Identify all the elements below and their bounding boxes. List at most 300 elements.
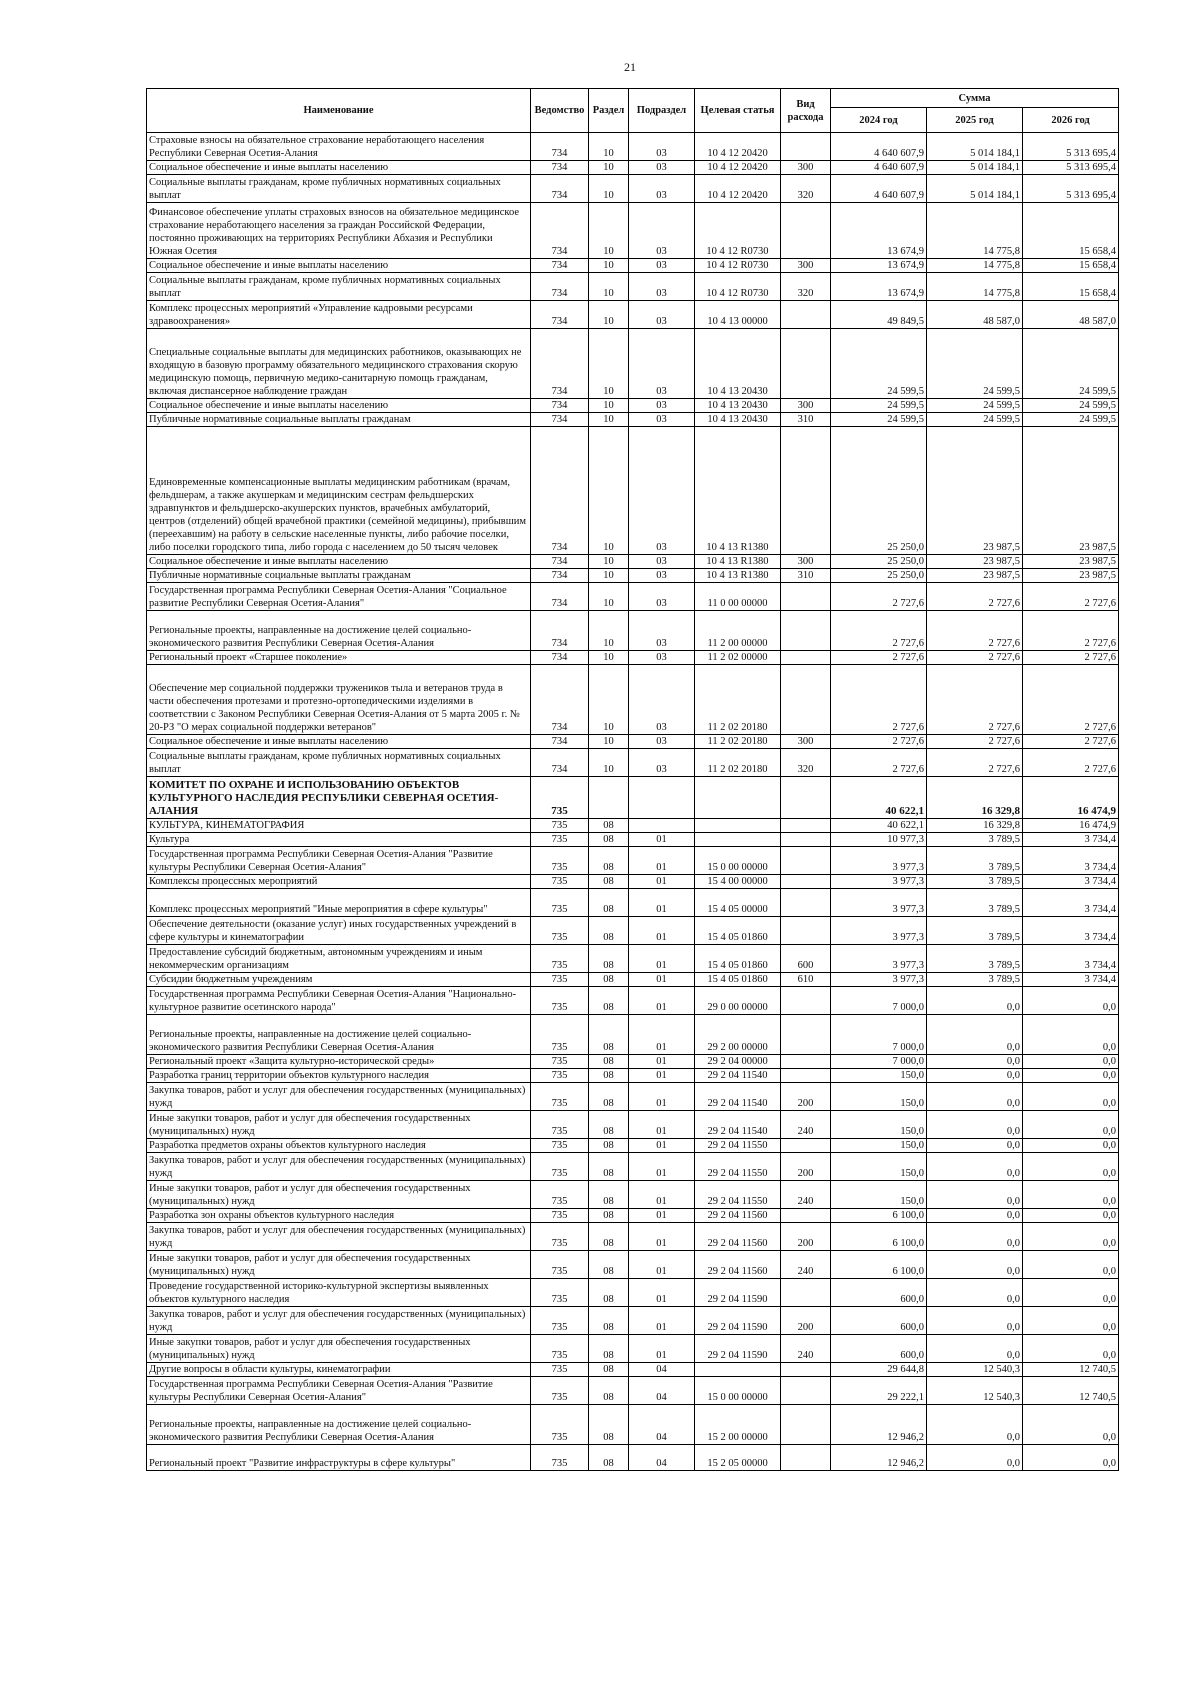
row-name: Предоставление субсидий бюджетным, автономным учреждениям и иным некоммерческим организациям (147, 945, 531, 973)
row-sum-2024: 4 640 607,9 (831, 175, 927, 203)
row-vedomstvo: 735 (531, 875, 589, 889)
row-podrazdel: 03 (629, 203, 695, 259)
row-celevaya-statya (695, 833, 781, 847)
row-sum-2024: 2 727,6 (831, 611, 927, 651)
row-vid-rashoda (781, 1445, 831, 1471)
row-sum-2024: 40 622,1 (831, 819, 927, 833)
row-celevaya-statya (695, 1363, 781, 1377)
row-celevaya-statya: 15 0 00 00000 (695, 847, 781, 875)
row-vid-rashoda: 300 (781, 161, 831, 175)
row-podrazdel: 01 (629, 847, 695, 875)
row-name: Социальное обеспечение и иные выплаты населению (147, 399, 531, 413)
row-celevaya-statya: 10 4 12 20420 (695, 175, 781, 203)
row-vedomstvo: 735 (531, 1111, 589, 1139)
row-podrazdel: 03 (629, 133, 695, 161)
row-sum-2026: 0,0 (1023, 1015, 1119, 1055)
row-sum-2025: 16 329,8 (927, 777, 1023, 819)
row-razdel: 08 (589, 1083, 629, 1111)
row-vedomstvo: 735 (531, 1181, 589, 1209)
row-celevaya-statya: 29 2 04 00000 (695, 1055, 781, 1069)
row-sum-2026: 0,0 (1023, 1307, 1119, 1335)
row-celevaya-statya: 15 4 00 00000 (695, 875, 781, 889)
row-podrazdel: 03 (629, 413, 695, 427)
header-name: Наименование (147, 89, 531, 133)
row-sum-2024: 24 599,5 (831, 399, 927, 413)
row-sum-2026: 2 727,6 (1023, 749, 1119, 777)
row-name: Государственная программа Республики Северная Осетия-Алания "Развитие культуры Республики Северная Осетия-Алания" (147, 1377, 531, 1405)
row-celevaya-statya: 15 4 05 01860 (695, 917, 781, 945)
row-vid-rashoda: 200 (781, 1307, 831, 1335)
row-sum-2026: 23 987,5 (1023, 569, 1119, 583)
row-vid-rashoda (781, 1055, 831, 1069)
row-razdel: 08 (589, 1363, 629, 1377)
table-row (147, 973, 1119, 987)
row-razdel: 10 (589, 665, 629, 735)
row-sum-2024: 150,0 (831, 1139, 927, 1153)
row-sum-2025: 0,0 (927, 1055, 1023, 1069)
row-podrazdel: 01 (629, 1307, 695, 1335)
row-sum-2024: 24 599,5 (831, 413, 927, 427)
row-sum-2026: 0,0 (1023, 1111, 1119, 1139)
header-summa: Сумма (831, 89, 1119, 108)
row-sum-2024: 150,0 (831, 1069, 927, 1083)
row-podrazdel: 03 (629, 749, 695, 777)
row-sum-2025: 2 727,6 (927, 611, 1023, 651)
row-celevaya-statya (695, 819, 781, 833)
row-sum-2025: 0,0 (927, 1139, 1023, 1153)
row-vedomstvo: 735 (531, 777, 589, 819)
table-row (147, 1083, 1119, 1111)
row-razdel: 10 (589, 555, 629, 569)
row-sum-2026: 2 727,6 (1023, 735, 1119, 749)
row-sum-2024: 49 849,5 (831, 301, 927, 329)
row-podrazdel: 01 (629, 1181, 695, 1209)
header-year-2026: 2026 год (1023, 108, 1119, 133)
budget-table (146, 88, 1119, 1471)
table-row (147, 987, 1119, 1015)
row-sum-2024: 24 599,5 (831, 329, 927, 399)
row-razdel: 08 (589, 1181, 629, 1209)
table-row (147, 1055, 1119, 1069)
row-sum-2024: 3 977,3 (831, 945, 927, 973)
row-vid-rashoda (781, 583, 831, 611)
row-vid-rashoda (781, 611, 831, 651)
row-sum-2024: 7 000,0 (831, 1055, 927, 1069)
row-sum-2025: 14 775,8 (927, 273, 1023, 301)
row-name: Другие вопросы в области культуры, кинематографии (147, 1363, 531, 1377)
table-row (147, 161, 1119, 175)
row-vedomstvo: 734 (531, 329, 589, 399)
row-celevaya-statya: 10 4 13 00000 (695, 301, 781, 329)
row-celevaya-statya: 29 2 04 11550 (695, 1153, 781, 1181)
row-sum-2024: 150,0 (831, 1153, 927, 1181)
table-row (147, 399, 1119, 413)
row-name: Закупка товаров, работ и услуг для обеспечения государственных (муниципальных) нужд (147, 1223, 531, 1251)
row-vid-rashoda (781, 1209, 831, 1223)
row-sum-2024: 25 250,0 (831, 427, 927, 555)
row-celevaya-statya: 11 2 02 20180 (695, 665, 781, 735)
row-celevaya-statya: 29 2 04 11590 (695, 1279, 781, 1307)
row-podrazdel: 04 (629, 1363, 695, 1377)
table-row (147, 847, 1119, 875)
table-row (147, 917, 1119, 945)
row-sum-2025: 0,0 (927, 1405, 1023, 1445)
table-row (147, 1209, 1119, 1223)
row-razdel: 10 (589, 749, 629, 777)
row-celevaya-statya: 15 0 00 00000 (695, 1377, 781, 1405)
row-vid-rashoda (781, 833, 831, 847)
row-sum-2026: 16 474,9 (1023, 777, 1119, 819)
row-razdel: 10 (589, 735, 629, 749)
row-name: Региональные проекты, направленные на достижение целей социально-экономического развития Республики Северная Осетия-Алания (147, 1405, 531, 1445)
row-sum-2026: 2 727,6 (1023, 583, 1119, 611)
row-sum-2025: 2 727,6 (927, 665, 1023, 735)
row-razdel: 10 (589, 569, 629, 583)
row-sum-2025: 3 789,5 (927, 917, 1023, 945)
row-celevaya-statya: 10 4 12 20420 (695, 133, 781, 161)
row-sum-2026: 0,0 (1023, 1335, 1119, 1363)
table-row (147, 889, 1119, 917)
row-sum-2026: 0,0 (1023, 1055, 1119, 1069)
row-name: Социальное обеспечение и иные выплаты населению (147, 735, 531, 749)
row-name: Социальное обеспечение и иные выплаты населению (147, 259, 531, 273)
row-podrazdel: 03 (629, 399, 695, 413)
row-sum-2025: 2 727,6 (927, 651, 1023, 665)
row-vedomstvo: 734 (531, 427, 589, 555)
row-name: Иные закупки товаров, работ и услуг для обеспечения государственных (муниципальных) нужд (147, 1181, 531, 1209)
table-row (147, 611, 1119, 651)
row-sum-2025: 5 014 184,1 (927, 133, 1023, 161)
row-razdel: 08 (589, 1251, 629, 1279)
row-celevaya-statya: 15 4 05 01860 (695, 945, 781, 973)
row-celevaya-statya: 15 2 00 00000 (695, 1405, 781, 1445)
row-razdel: 08 (589, 973, 629, 987)
row-sum-2024: 6 100,0 (831, 1209, 927, 1223)
row-sum-2026: 0,0 (1023, 1139, 1119, 1153)
row-sum-2024: 2 727,6 (831, 665, 927, 735)
row-sum-2025: 0,0 (927, 1251, 1023, 1279)
row-razdel: 08 (589, 987, 629, 1015)
row-sum-2024: 2 727,6 (831, 735, 927, 749)
row-vid-rashoda: 200 (781, 1083, 831, 1111)
row-podrazdel: 03 (629, 555, 695, 569)
row-sum-2025: 0,0 (927, 1083, 1023, 1111)
row-podrazdel: 04 (629, 1405, 695, 1445)
row-sum-2025: 16 329,8 (927, 819, 1023, 833)
row-podrazdel: 03 (629, 569, 695, 583)
row-celevaya-statya: 11 2 02 20180 (695, 749, 781, 777)
row-podrazdel: 01 (629, 1069, 695, 1083)
row-celevaya-statya: 10 4 13 20430 (695, 329, 781, 399)
row-podrazdel: 03 (629, 665, 695, 735)
row-name: Финансовое обеспечение уплаты страховых взносов на обязательное медицинское страхование неработающего населения за граждан Российской Федерации, постоянно проживающих на территориях Республики Абхазия и Республики Южная Осетия (147, 203, 531, 259)
row-razdel: 10 (589, 301, 629, 329)
row-podrazdel: 01 (629, 1335, 695, 1363)
row-vedomstvo: 735 (531, 1377, 589, 1405)
row-vid-rashoda (781, 329, 831, 399)
row-sum-2026: 0,0 (1023, 987, 1119, 1015)
row-sum-2026: 24 599,5 (1023, 399, 1119, 413)
header-razdel: Раздел (589, 89, 629, 133)
row-sum-2024: 13 674,9 (831, 203, 927, 259)
row-razdel: 10 (589, 133, 629, 161)
row-sum-2024: 7 000,0 (831, 1015, 927, 1055)
row-vedomstvo: 734 (531, 133, 589, 161)
row-podrazdel: 03 (629, 329, 695, 399)
header-podrazdel: Подраздел (629, 89, 695, 133)
row-razdel: 08 (589, 1209, 629, 1223)
row-vid-rashoda: 600 (781, 945, 831, 973)
row-razdel: 08 (589, 1139, 629, 1153)
row-sum-2026: 0,0 (1023, 1153, 1119, 1181)
row-vid-rashoda: 300 (781, 735, 831, 749)
row-sum-2026: 16 474,9 (1023, 819, 1119, 833)
row-vid-rashoda (781, 651, 831, 665)
row-sum-2024: 4 640 607,9 (831, 161, 927, 175)
row-podrazdel: 01 (629, 1251, 695, 1279)
row-celevaya-statya: 11 0 00 00000 (695, 583, 781, 611)
row-vedomstvo: 734 (531, 203, 589, 259)
row-sum-2025: 14 775,8 (927, 203, 1023, 259)
row-sum-2026: 23 987,5 (1023, 427, 1119, 555)
row-vid-rashoda (781, 1377, 831, 1405)
row-podrazdel: 01 (629, 1279, 695, 1307)
row-name: Страховые взносы на обязательное страхование неработающего населения Республики Северная Осетия-Алания (147, 133, 531, 161)
header-year-2024: 2024 год (831, 108, 927, 133)
row-razdel: 10 (589, 203, 629, 259)
row-sum-2024: 150,0 (831, 1181, 927, 1209)
row-podrazdel: 01 (629, 917, 695, 945)
row-name: Публичные нормативные социальные выплаты гражданам (147, 413, 531, 427)
row-sum-2026: 12 740,5 (1023, 1363, 1119, 1377)
row-celevaya-statya: 15 4 05 00000 (695, 889, 781, 917)
row-podrazdel: 03 (629, 651, 695, 665)
row-razdel: 08 (589, 1307, 629, 1335)
row-podrazdel: 01 (629, 1209, 695, 1223)
row-sum-2026: 2 727,6 (1023, 651, 1119, 665)
row-vid-rashoda: 320 (781, 749, 831, 777)
row-sum-2026: 3 734,4 (1023, 973, 1119, 987)
row-name: Социальные выплаты гражданам, кроме публичных нормативных социальных выплат (147, 175, 531, 203)
row-sum-2024: 29 222,1 (831, 1377, 927, 1405)
row-name: Разработка зон охраны объектов культурного наследия (147, 1209, 531, 1223)
row-vid-rashoda: 310 (781, 569, 831, 583)
row-name: Иные закупки товаров, работ и услуг для обеспечения государственных (муниципальных) нужд (147, 1251, 531, 1279)
row-vid-rashoda (781, 1015, 831, 1055)
row-celevaya-statya: 11 2 00 00000 (695, 611, 781, 651)
row-name: Специальные социальные выплаты для медицинских работников, оказывающих не входящую в базовую программу обязательного медицинского страхования скорую медицинскую помощь, первичную медико-санитарную помощь гражданам, включая диспансерное наблюдение граждан (147, 329, 531, 399)
row-razdel: 10 (589, 413, 629, 427)
row-celevaya-statya: 11 2 02 00000 (695, 651, 781, 665)
row-sum-2024: 3 977,3 (831, 917, 927, 945)
row-razdel: 08 (589, 1015, 629, 1055)
row-vid-rashoda (781, 777, 831, 819)
row-razdel: 08 (589, 1153, 629, 1181)
row-celevaya-statya: 10 4 12 R0730 (695, 203, 781, 259)
row-sum-2025: 0,0 (927, 1209, 1023, 1223)
row-name: КОМИТЕТ ПО ОХРАНЕ И ИСПОЛЬЗОВАНИЮ ОБЪЕКТОВ КУЛЬТУРНОГО НАСЛЕДИЯ РЕСПУБЛИКИ СЕВЕРНАЯ ОСЕТИЯ-АЛАНИЯ (147, 777, 531, 819)
row-sum-2025: 3 789,5 (927, 875, 1023, 889)
row-razdel: 10 (589, 611, 629, 651)
row-vedomstvo: 735 (531, 1307, 589, 1335)
row-vedomstvo: 734 (531, 583, 589, 611)
row-celevaya-statya: 10 4 12 R0730 (695, 273, 781, 301)
row-vid-rashoda: 240 (781, 1335, 831, 1363)
table-row (147, 301, 1119, 329)
table-row (147, 1069, 1119, 1083)
row-celevaya-statya: 10 4 12 R0730 (695, 259, 781, 273)
row-podrazdel: 03 (629, 273, 695, 301)
row-sum-2025: 3 789,5 (927, 833, 1023, 847)
table-row (147, 1251, 1119, 1279)
row-razdel: 08 (589, 847, 629, 875)
row-vedomstvo: 735 (531, 1279, 589, 1307)
row-podrazdel: 01 (629, 833, 695, 847)
row-vid-rashoda: 310 (781, 413, 831, 427)
row-name: Разработка границ территории объектов культурного наследия (147, 1069, 531, 1083)
table-row (147, 735, 1119, 749)
row-vid-rashoda (781, 917, 831, 945)
row-name: Региональный проект "Развитие инфраструктуры в сфере культуры" (147, 1445, 531, 1471)
row-sum-2026: 0,0 (1023, 1223, 1119, 1251)
table-row (147, 427, 1119, 555)
row-sum-2026: 0,0 (1023, 1209, 1119, 1223)
row-celevaya-statya: 29 2 04 11560 (695, 1209, 781, 1223)
row-razdel: 10 (589, 259, 629, 273)
row-celevaya-statya: 29 2 04 11550 (695, 1181, 781, 1209)
row-sum-2024: 2 727,6 (831, 651, 927, 665)
row-name: Государственная программа Республики Северная Осетия-Алания "Развитие культуры Республики Северная Осетия-Алания" (147, 847, 531, 875)
row-vedomstvo: 734 (531, 413, 589, 427)
row-podrazdel: 01 (629, 1111, 695, 1139)
row-sum-2024: 150,0 (831, 1111, 927, 1139)
row-vid-rashoda (781, 987, 831, 1015)
row-vid-rashoda (781, 819, 831, 833)
row-podrazdel: 03 (629, 611, 695, 651)
row-sum-2024: 600,0 (831, 1307, 927, 1335)
row-sum-2025: 0,0 (927, 1279, 1023, 1307)
row-sum-2025: 0,0 (927, 1111, 1023, 1139)
row-vedomstvo: 734 (531, 651, 589, 665)
row-vid-rashoda (781, 203, 831, 259)
row-vedomstvo: 735 (531, 1153, 589, 1181)
row-name: Социальные выплаты гражданам, кроме публичных нормативных социальных выплат (147, 749, 531, 777)
row-vid-rashoda: 300 (781, 555, 831, 569)
row-podrazdel: 03 (629, 427, 695, 555)
row-razdel: 08 (589, 1335, 629, 1363)
table-row (147, 203, 1119, 259)
row-vedomstvo: 734 (531, 259, 589, 273)
row-sum-2024: 13 674,9 (831, 273, 927, 301)
table-row (147, 749, 1119, 777)
row-vid-rashoda (781, 133, 831, 161)
row-name: Обеспечение мер социальной поддержки тружеников тыла и ветеранов труда в части обеспечения протезами и протезно-ортопедическими изделиями в соответствии с Законом Республики Северная Осетия-Алания от 5 марта 2005 г. № 20-РЗ "О мерах социальной поддержки ветеранов" (147, 665, 531, 735)
table-row (147, 1223, 1119, 1251)
row-podrazdel: 01 (629, 1153, 695, 1181)
row-vid-rashoda (781, 875, 831, 889)
row-celevaya-statya: 10 4 13 20430 (695, 413, 781, 427)
row-sum-2025: 2 727,6 (927, 735, 1023, 749)
row-sum-2026: 15 658,4 (1023, 273, 1119, 301)
row-sum-2025: 0,0 (927, 1445, 1023, 1471)
row-sum-2025: 48 587,0 (927, 301, 1023, 329)
row-vedomstvo: 735 (531, 1139, 589, 1153)
row-sum-2024: 7 000,0 (831, 987, 927, 1015)
row-celevaya-statya: 29 2 04 11590 (695, 1307, 781, 1335)
table-row (147, 583, 1119, 611)
row-razdel: 08 (589, 1223, 629, 1251)
row-name: Социальные выплаты гражданам, кроме публичных нормативных социальных выплат (147, 273, 531, 301)
row-sum-2026: 3 734,4 (1023, 847, 1119, 875)
row-razdel: 08 (589, 875, 629, 889)
row-sum-2024: 6 100,0 (831, 1223, 927, 1251)
table-row (147, 1015, 1119, 1055)
row-sum-2024: 3 977,3 (831, 875, 927, 889)
row-celevaya-statya: 11 2 02 20180 (695, 735, 781, 749)
row-sum-2025: 12 540,3 (927, 1377, 1023, 1405)
row-razdel: 08 (589, 1069, 629, 1083)
row-vedomstvo: 734 (531, 175, 589, 203)
row-vedomstvo: 734 (531, 555, 589, 569)
row-vedomstvo: 734 (531, 665, 589, 735)
row-sum-2025: 0,0 (927, 1015, 1023, 1055)
row-podrazdel: 01 (629, 945, 695, 973)
row-sum-2024: 10 977,3 (831, 833, 927, 847)
table-row (147, 665, 1119, 735)
row-vid-rashoda (781, 1405, 831, 1445)
table-row (147, 1363, 1119, 1377)
row-razdel: 08 (589, 917, 629, 945)
row-vedomstvo: 734 (531, 569, 589, 583)
row-sum-2026: 0,0 (1023, 1405, 1119, 1445)
row-sum-2025: 24 599,5 (927, 399, 1023, 413)
row-razdel: 10 (589, 175, 629, 203)
row-podrazdel: 01 (629, 1083, 695, 1111)
row-podrazdel: 04 (629, 1445, 695, 1471)
row-sum-2025: 0,0 (927, 1153, 1023, 1181)
row-sum-2024: 13 674,9 (831, 259, 927, 273)
row-name: Государственная программа Республики Северная Осетия-Алания "Социальное развитие Республики Северная Осетия-Алания" (147, 583, 531, 611)
row-razdel: 08 (589, 833, 629, 847)
row-vid-rashoda: 240 (781, 1251, 831, 1279)
row-name: Публичные нормативные социальные выплаты гражданам (147, 569, 531, 583)
row-razdel: 08 (589, 819, 629, 833)
row-celevaya-statya: 29 2 04 11540 (695, 1083, 781, 1111)
row-podrazdel (629, 777, 695, 819)
row-vedomstvo: 735 (531, 1335, 589, 1363)
row-celevaya-statya: 29 2 00 00000 (695, 1015, 781, 1055)
row-sum-2025: 2 727,6 (927, 749, 1023, 777)
row-sum-2026: 3 734,4 (1023, 917, 1119, 945)
row-vedomstvo: 735 (531, 945, 589, 973)
row-sum-2024: 4 640 607,9 (831, 133, 927, 161)
row-sum-2024: 25 250,0 (831, 569, 927, 583)
row-sum-2025: 2 727,6 (927, 583, 1023, 611)
row-name: Иные закупки товаров, работ и услуг для обеспечения государственных (муниципальных) нужд (147, 1335, 531, 1363)
row-vid-rashoda: 200 (781, 1153, 831, 1181)
row-vedomstvo: 735 (531, 1015, 589, 1055)
row-vedomstvo: 735 (531, 1209, 589, 1223)
row-razdel: 08 (589, 889, 629, 917)
row-sum-2024: 3 977,3 (831, 973, 927, 987)
row-vid-rashoda: 320 (781, 175, 831, 203)
row-podrazdel: 01 (629, 875, 695, 889)
row-name: Разработка предметов охраны объектов культурного наследия (147, 1139, 531, 1153)
row-vedomstvo: 735 (531, 819, 589, 833)
row-name: Региональные проекты, направленные на достижение целей социально-экономического развития Республики Северная Осетия-Алания (147, 1015, 531, 1055)
row-podrazdel: 03 (629, 161, 695, 175)
row-vedomstvo: 735 (531, 987, 589, 1015)
